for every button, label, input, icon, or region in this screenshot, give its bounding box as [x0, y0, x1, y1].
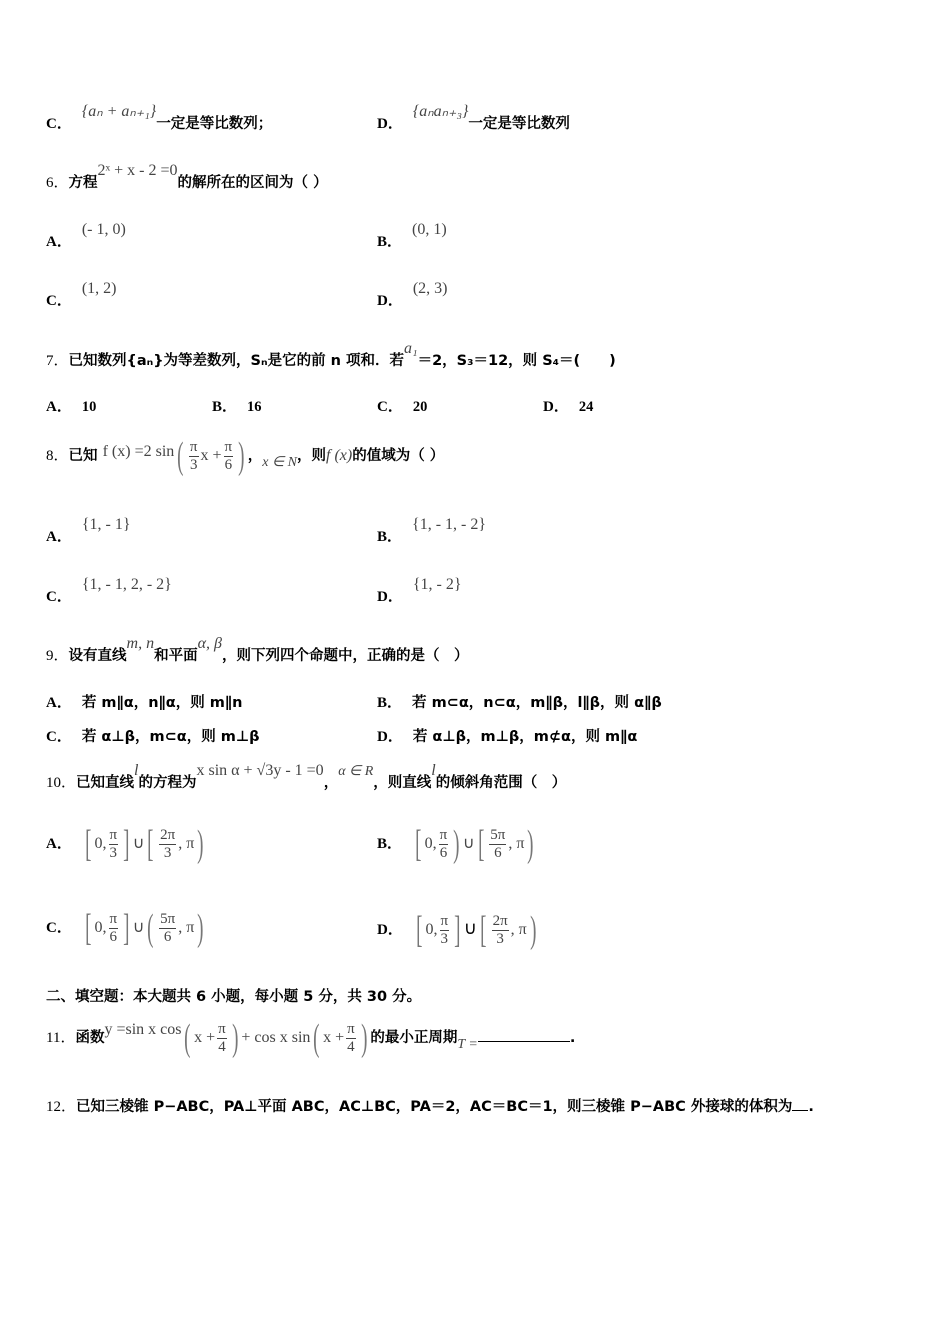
option-value: {1, - 1}	[81, 516, 131, 533]
option-label: B．	[212, 399, 238, 415]
stem-text: 方程	[68, 175, 98, 191]
fraction: $\frac{\pi}{6}$	[224, 438, 233, 473]
stem-text: 设有直线	[68, 648, 127, 664]
stem-text: 已知	[68, 448, 98, 464]
q6-option-d	[377, 280, 448, 311]
math-expression: 0,	[425, 921, 438, 938]
fraction: $\frac{\pi}{3}$	[440, 912, 449, 947]
q8-option-b	[377, 516, 487, 547]
math-expression: f (x) =2 sin	[102, 443, 175, 460]
option-label: B．	[377, 529, 403, 545]
math-expression: x ∈ N	[262, 455, 298, 470]
union-symbol: ∪	[463, 918, 477, 938]
question-number: 11．	[46, 1030, 76, 1046]
q10-option-d: D． [ 0, $\frac{\pi}{3}$ ] ∪[ $\frac{2\pi}{3}$ , π)	[377, 909, 537, 951]
math-expression: f (x)	[326, 447, 353, 464]
stem-text: 的倾斜角范围（ ）	[435, 775, 567, 791]
option-label: B．	[377, 234, 403, 250]
math-expression: {aₙ + aₙ₊₁}	[81, 103, 157, 120]
q10-stem	[46, 762, 567, 794]
option-value: (- 1, 0)	[81, 221, 126, 238]
option-label: D．	[543, 399, 569, 415]
q12-stem	[46, 1097, 814, 1117]
stem-text: ，	[323, 775, 339, 791]
q6-option-b	[377, 221, 447, 252]
math-expression: {aₙaₙ₊₃}	[412, 103, 469, 120]
option-text: 一定是等比数列	[468, 116, 570, 132]
q6-option-a	[46, 221, 126, 252]
option-label: A．	[46, 836, 72, 852]
q8-option-d	[377, 576, 462, 607]
stem-text: 已知数列{aₙ}为等差数列，Sₙ是它的前 n 项和．若	[68, 353, 405, 369]
question-number: 12．	[46, 1099, 77, 1115]
math-expression: + cos x sin	[241, 1029, 311, 1046]
fraction: $\frac{\pi}{6}$	[109, 910, 118, 945]
stem-text: .	[808, 1099, 814, 1115]
q7-option-a	[46, 397, 96, 417]
stem-text: 的最小正周期	[370, 1030, 458, 1046]
math-expression: y =sin x cos	[104, 1021, 182, 1038]
stem-text: 的方程为	[138, 775, 197, 791]
stem-text: 已知三棱锥 P−ABC，PA⊥平面 ABC，AC⊥BC，PA＝2，AC＝BC＝1，则三棱锥 P−ABC 外接球的体积为	[76, 1099, 793, 1115]
q8-option-c	[46, 576, 172, 607]
answer-blank[interactable]	[478, 1041, 570, 1042]
union-symbol: ∪	[132, 835, 145, 852]
option-label: D．	[377, 116, 403, 132]
option-value: 20	[412, 399, 428, 415]
q5-option-d	[377, 103, 570, 134]
option-label: A．	[46, 529, 72, 545]
stem-text: .	[569, 1030, 576, 1046]
option-label: A．	[46, 234, 72, 250]
option-label: A．	[46, 695, 72, 711]
option-value: (0, 1)	[412, 221, 447, 238]
stem-text: 函数	[75, 1030, 105, 1046]
option-label: D．	[377, 729, 403, 745]
math-expression: 0,	[424, 835, 437, 852]
stem-text: ，则下列四个命题中，正确的是（ ）	[221, 648, 469, 664]
q9-stem	[46, 635, 469, 666]
union-symbol: ∪	[132, 919, 145, 936]
option-value: 16	[247, 399, 262, 415]
math-expression: , π	[508, 835, 525, 852]
option-label: C．	[46, 116, 72, 132]
option-value: 若 m⊂α，n⊂α，m∥β，l∥β，则 α∥β	[412, 695, 662, 711]
q9-option-d	[377, 727, 637, 747]
option-value: 若 m∥α，n∥α，则 m∥n	[81, 695, 243, 711]
option-value: (1, 2)	[81, 280, 117, 297]
math-expression: , π	[178, 919, 195, 936]
q6-stem	[46, 162, 328, 193]
math-expression: , π	[178, 835, 195, 852]
q5-option-c	[46, 103, 273, 134]
section-heading: 二、填空题：本大题共 6 小题，每小题 5 分，共 30 分。	[46, 989, 422, 1005]
answer-blank[interactable]	[792, 1110, 808, 1111]
q8-option-a	[46, 516, 131, 547]
q6-option-c	[46, 280, 117, 311]
stem-text: ，则	[297, 448, 327, 464]
stem-text: ，则直线	[373, 775, 432, 791]
q10-option-b: B． [ 0, $\frac{\pi}{6}$ ) ∪[ $\frac{5\pi}{6}$ , π)	[377, 823, 534, 865]
option-value: (2, 3)	[412, 280, 448, 297]
fraction: $\frac{\pi}{3}$	[109, 826, 118, 861]
math-expression: 0,	[94, 919, 107, 936]
q7-option-b	[212, 397, 262, 417]
stem-text: ＝2，S₃＝12，则 S₄＝( )	[417, 353, 616, 369]
q9-option-c	[46, 727, 260, 747]
math-expression: m, n	[126, 635, 155, 652]
fraction: $\frac{\pi}{4}$	[218, 1020, 226, 1055]
math-expression: l	[134, 762, 139, 779]
q9-option-b	[377, 693, 662, 713]
union-symbol: ∪	[462, 835, 475, 852]
option-label: C．	[377, 399, 403, 415]
option-text: 一定是等比数列；	[156, 116, 273, 132]
option-value: 若 α⊥β，m⊥β，m⊄α，则 m∥α	[412, 729, 638, 745]
question-number: 9．	[46, 648, 69, 664]
question-number: 10．	[46, 775, 77, 791]
q10-option-c: C． [ 0, $\frac{\pi}{6}$ ] ∪( $\frac{5\pi}{6}$ , π)	[46, 907, 204, 949]
option-label: B．	[377, 695, 403, 711]
math-expression: l	[431, 762, 436, 779]
question-number: 6．	[46, 175, 69, 191]
math-expression: α, β	[197, 635, 222, 652]
fraction: $\frac{2\pi}{3}$	[160, 826, 176, 861]
stem-text: 的值域为（ ）	[352, 448, 445, 464]
stem-text: ，	[247, 448, 263, 464]
math-expression: T =	[457, 1037, 478, 1052]
q7-option-d	[543, 397, 593, 417]
math-expression: 2ˣ + x - 2 =0	[97, 162, 178, 179]
math-expression: x sin α + √3y - 1 =0	[196, 762, 324, 779]
math-expression: a₁	[404, 340, 418, 357]
option-label: D．	[377, 922, 403, 938]
option-label: C．	[46, 920, 72, 936]
fraction: $\frac{5\pi}{6}$	[160, 910, 176, 945]
question-number: 7．	[46, 353, 69, 369]
option-label: B．	[377, 836, 403, 852]
question-number: 8．	[46, 448, 69, 464]
q9-option-a	[46, 693, 242, 713]
math-expression: α ∈ R	[338, 764, 374, 779]
q11-stem: 11．函数y =sin x cos( x + $\frac{\pi}{4}$ ) + cos x sin( x + $\frac{\pi}{4}$ ) 的最小正周期T = .	[46, 1017, 576, 1059]
option-label: C．	[46, 589, 72, 605]
math-expression: x +	[194, 1029, 216, 1046]
math-expression: x +	[323, 1029, 345, 1046]
option-value: 24	[578, 399, 594, 415]
option-label: C．	[46, 293, 72, 309]
fraction: $\frac{\pi}{4}$	[347, 1020, 355, 1055]
option-value: {1, - 1, - 2}	[412, 516, 487, 533]
option-value: {1, - 1, 2, - 2}	[81, 576, 172, 593]
stem-text: 已知直线	[76, 775, 135, 791]
math-expression: 0,	[94, 835, 107, 852]
fraction: $\frac{5\pi}{6}$	[490, 826, 506, 861]
fraction: $\frac{\pi}{3}$	[189, 438, 198, 473]
q7-option-c	[377, 397, 427, 417]
option-value: 若 α⊥β，m⊂α，则 m⊥β	[81, 729, 260, 745]
option-value: 10	[81, 399, 97, 415]
option-label: D．	[377, 589, 403, 605]
math-expression: , π	[510, 921, 527, 938]
fraction: $\frac{2\pi}{3}$	[492, 912, 508, 947]
option-label: C．	[46, 729, 72, 745]
q8-stem: 8．已知 f (x) =2 sin( $\frac{\pi}{3}$ x + $\frac{\pi}{6}$ ) ，x ∈ N，则f (x)的值域为（ ）	[46, 435, 445, 477]
math-expression: x +	[200, 447, 222, 464]
option-label: A．	[46, 399, 72, 415]
option-label: D．	[377, 293, 403, 309]
q7-stem	[46, 340, 616, 371]
fraction: $\frac{\pi}{6}$	[439, 826, 448, 861]
stem-text: 的解所在的区间为（ ）	[177, 175, 328, 191]
q10-option-a: A． [ 0, $\frac{\pi}{3}$ ] ∪[ $\frac{2\pi}{3}$ , π)	[46, 823, 204, 865]
option-value: {1, - 2}	[412, 576, 462, 593]
stem-text: 和平面	[154, 648, 198, 664]
